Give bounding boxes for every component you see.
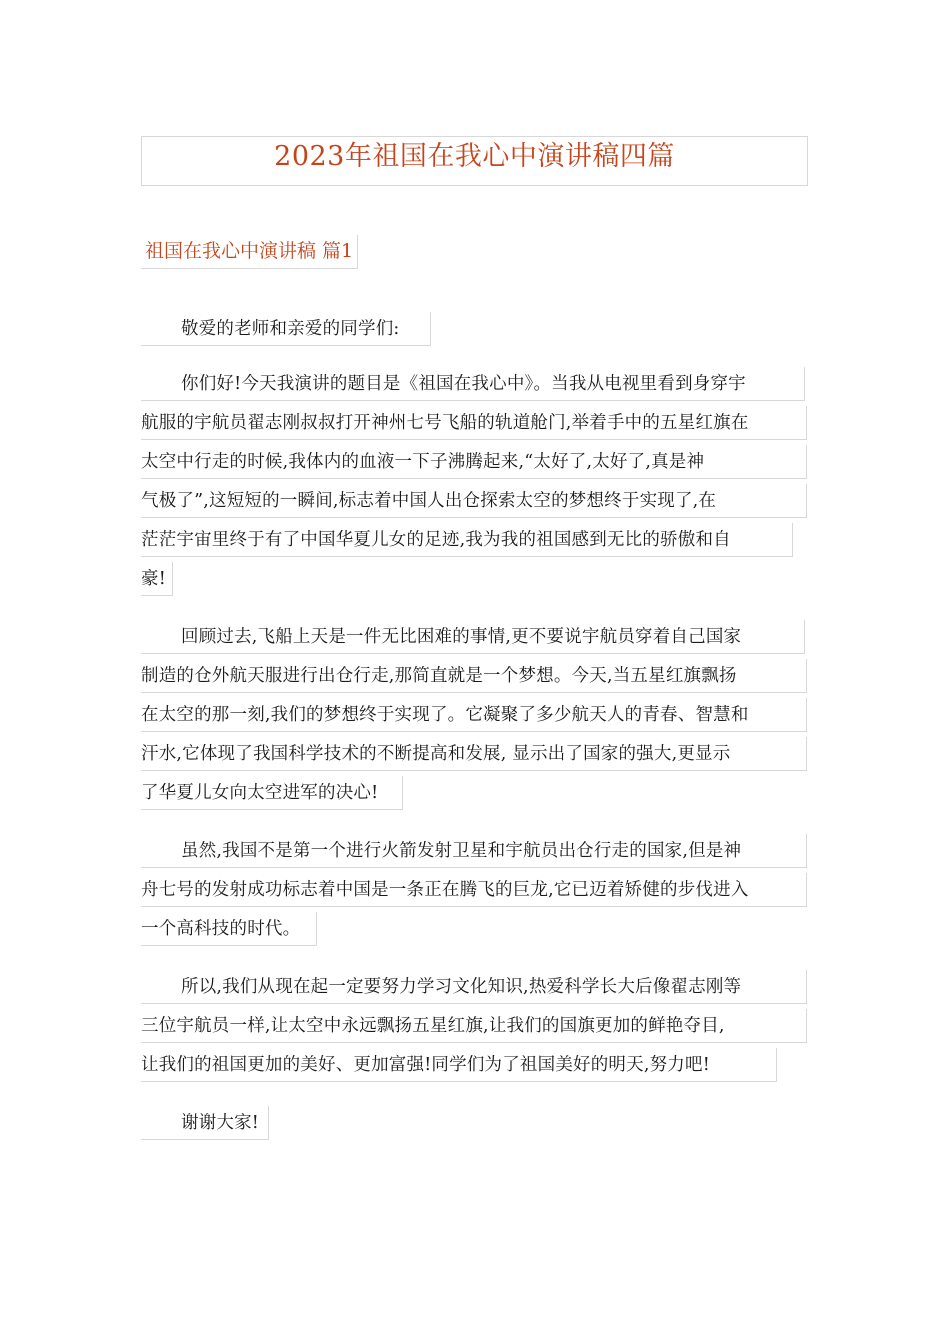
paragraph-1-line-6: 豪! (141, 562, 173, 596)
greeting-line: 敬爱的老师和亲爱的同学们: (141, 312, 431, 346)
section-heading: 祖国在我心中演讲稿 篇1 (141, 235, 358, 269)
paragraph-3-line-3: 一个高科技的时代。 (141, 912, 317, 946)
closing-line: 谢谢大家! (141, 1106, 269, 1140)
paragraph-2-line-5: 了华夏儿女向太空进军的决心! (141, 776, 403, 810)
paragraph-2-line-4: 汗水,它体现了我国科学技术的不断提高和发展, 显示出了国家的强大,更显示 (141, 737, 807, 771)
paragraph-4-line-1: 所以,我们从现在起一定要努力学习文化知识,热爱科学长大后像翟志刚等 (141, 970, 807, 1004)
paragraph-2-line-3: 在太空的那一刻,我们的梦想终于实现了。它凝聚了多少航天人的青春、智慧和 (141, 698, 807, 732)
paragraph-1-line-2: 航服的宇航员翟志刚叔叔打开神州七号飞船的轨道舱门,举着手中的五星红旗在 (141, 406, 807, 440)
paragraph-4-line-2: 三位宇航员一样,让太空中永远飘扬五星红旗,让我们的国旗更加的鲜艳夺目, (141, 1009, 807, 1043)
paragraph-3-line-2: 舟七号的发射成功标志着中国是一条正在腾飞的巨龙,它已迈着矫健的步伐进入 (141, 873, 807, 907)
paragraph-1-line-5: 茫茫宇宙里终于有了中国华夏儿女的足迹,我为我的祖国感到无比的骄傲和自 (141, 523, 793, 557)
document-title: 2023年祖国在我心中演讲稿四篇 (141, 136, 808, 186)
paragraph-2-line-1: 回顾过去,飞船上天是一件无比困难的事情,更不要说宇航员穿着自己国家 (141, 620, 805, 654)
paragraph-4-line-3: 让我们的祖国更加的美好、更加富强!同学们为了祖国美好的明天,努力吧! (141, 1048, 777, 1082)
paragraph-1-line-4: 气极了”,这短短的一瞬间,标志着中国人出仓探索太空的梦想终于实现了,在 (141, 484, 807, 518)
paragraph-2-line-2: 制造的仓外航天服进行出仓行走,那简直就是一个梦想。今天,当五星红旗飘扬 (141, 659, 807, 693)
paragraph-1-line-3: 太空中行走的时候,我体内的血液一下子沸腾起来,“太好了,太好了,真是神 (141, 445, 807, 479)
paragraph-1-line-1: 你们好!今天我演讲的题目是《祖国在我心中》。当我从电视里看到身穿宇 (141, 367, 805, 401)
paragraph-3-line-1: 虽然,我国不是第一个进行火箭发射卫星和宇航员出仓行走的国家,但是神 (141, 834, 807, 868)
